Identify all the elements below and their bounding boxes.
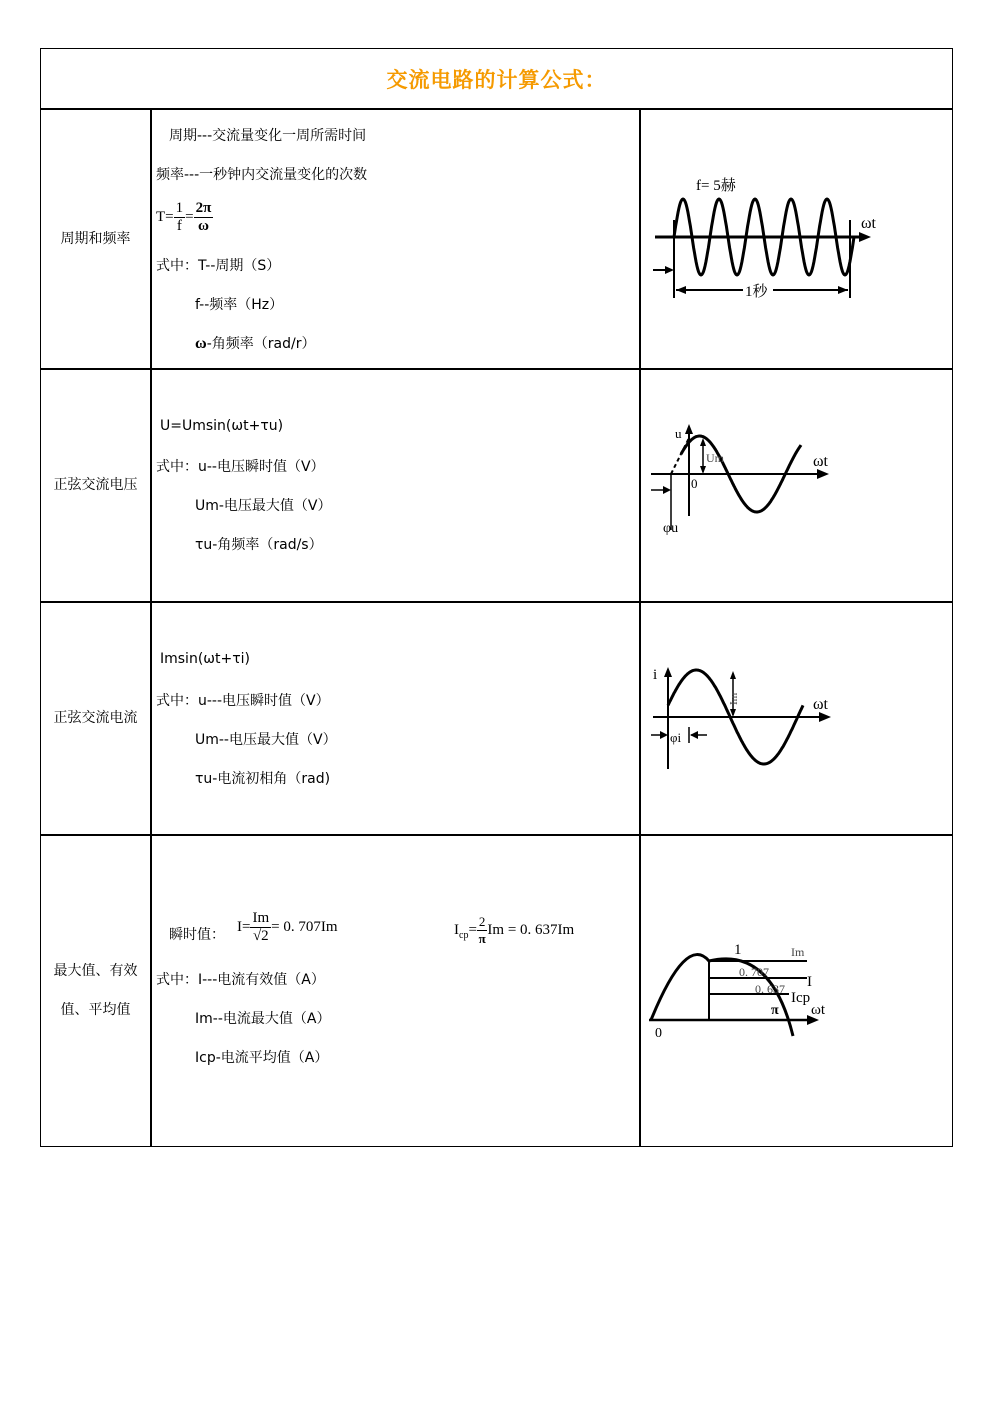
column-divider	[150, 109, 152, 1147]
figure-frequency-label: f= 5赫	[696, 178, 736, 194]
instant-label: 瞬时值：	[169, 927, 225, 943]
period-formula: T= $\frac{1}{f}$ = $\frac{2\pi}{\omega}$	[156, 200, 212, 234]
period-var: 式中：T--周期（S）	[156, 258, 281, 274]
figure-y-label: u	[675, 426, 682, 441]
figure-axis-label: ωt	[813, 453, 828, 470]
frequency-definition: 频率---一秒钟内交流量变化的次数	[156, 167, 368, 183]
angular-frequency-var: ω-角频率（rad/r）	[195, 335, 316, 352]
period-definition: 周期---交流量变化一周所需时间	[169, 128, 367, 144]
formula-den2: ω	[197, 218, 209, 234]
row-label-current: 正弦交流电流	[53, 710, 138, 726]
value-levels-figure	[641, 836, 952, 1146]
figure-im-label: Im	[791, 945, 805, 959]
figure-pi-label: π	[771, 1003, 779, 1018]
current-sine-figure	[641, 603, 952, 834]
row-label-voltage: 正弦交流电压	[53, 477, 138, 493]
voltage-angle-var: τu-角频率（rad/s）	[195, 537, 323, 553]
average-value-var: Icp-电流平均值（A）	[195, 1050, 329, 1066]
current-formula: Imsin(ωt+τi)	[160, 651, 251, 667]
figure-y-label: i	[653, 667, 658, 683]
figure-637-label: 0. 637	[755, 982, 785, 996]
effective-value-var: 式中：I---电流有效值（A）	[156, 972, 325, 988]
table-border-right	[952, 48, 953, 1147]
frequency-waveform-figure	[641, 110, 952, 368]
figure-peak-label: Um	[706, 451, 724, 465]
current-max-var: Um--电压最大值（V）	[195, 732, 337, 748]
row-label-values: 最大值、有效值、平均值	[53, 963, 138, 1018]
figure-axis-label: ωt	[813, 696, 828, 713]
row-label-period: 周期和频率	[60, 230, 131, 247]
current-angle-var: τu-电流初相角（rad)	[195, 771, 331, 787]
effective-value-formula: I= $\frac{Im}{√2}$ = 0. 707Im	[237, 910, 338, 944]
max-value-var: Im--电流最大值（A）	[195, 1011, 331, 1027]
figure-icp-label: Icp	[791, 990, 811, 1006]
formula-den1: f	[176, 218, 182, 234]
table-border-bottom	[40, 1146, 953, 1147]
figure-axis-label: ωt	[811, 1002, 826, 1018]
page-title: 交流电路的计算公式：	[386, 67, 607, 92]
omega-symbol: ω	[195, 335, 207, 352]
formula-num2: 2π	[195, 200, 212, 216]
figure-axis-label: ωt	[861, 215, 876, 232]
voltage-formula: U=Umsin(ωt+τu)	[160, 418, 284, 434]
frequency-var: f--频率（Hz）	[195, 297, 284, 313]
figure-707-label: 0. 707	[739, 965, 769, 979]
figure-one-label: 1	[734, 942, 742, 958]
figure-origin-label: 0	[655, 1026, 662, 1041]
voltage-max-var: Um-电压最大值（V）	[195, 498, 332, 514]
figure-phase-label: φu	[663, 521, 679, 536]
figure-i-label: I	[807, 974, 812, 990]
voltage-instant-var: 式中：u--电压瞬时值（V）	[156, 459, 325, 475]
current-instant-var: 式中：u---电压瞬时值（V）	[156, 693, 330, 709]
formula-lhs: T	[156, 208, 166, 225]
formula-num1: 1	[175, 200, 184, 216]
figure-span-label: 1秒	[745, 284, 768, 300]
figure-origin-label: 0	[691, 476, 698, 491]
figure-peak-label: Im	[728, 692, 740, 705]
figure-phase-label: φi	[670, 730, 682, 745]
average-value-formula: $I_{cp}=$ $\frac{2}{\pi}$ Im = 0. 637Im	[454, 914, 575, 946]
voltage-sine-figure	[641, 370, 952, 601]
